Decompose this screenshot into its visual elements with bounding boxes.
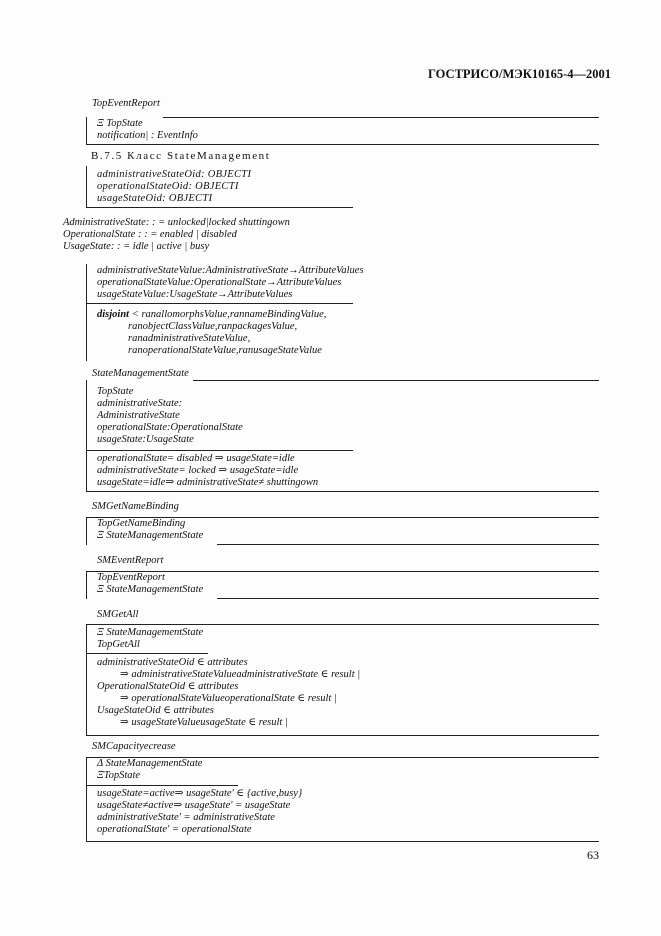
schema-divider bbox=[86, 653, 208, 654]
schema-declaration: operationalState:OperationalState bbox=[97, 422, 243, 433]
schema-bottom-line bbox=[217, 598, 599, 599]
schema-left-border bbox=[86, 757, 87, 842]
schema-title-sm-get-name-binding: SMGetNameBinding bbox=[92, 501, 179, 512]
schema-title-sm-get-all: SMGetAll bbox=[97, 609, 139, 620]
schema-line: Ξ StateManagementState bbox=[97, 584, 204, 595]
schema-left-border bbox=[86, 380, 87, 492]
page-number: 63 bbox=[587, 848, 599, 862]
free-type-definition: AdministrativeState: : = unlocked|locked shuttingown bbox=[63, 217, 290, 228]
section-heading: B.7.5 Класс StateManagement bbox=[91, 150, 271, 162]
schema-predicate: ⇒ administrativeStateValueadministrativeState ∈ result | bbox=[120, 669, 361, 680]
disjoint-keyword: disjoint bbox=[97, 309, 130, 320]
schema-predicate: usageState=active⇒ usageState' ∈ {active,busy} bbox=[97, 788, 303, 799]
schema-bottom-line bbox=[86, 144, 599, 145]
schema-predicate: usageState=idle⇒ administrativeState≠ shuttingown bbox=[97, 477, 319, 488]
schema-declaration: TopGetAll bbox=[97, 639, 140, 650]
schema-predicate: UsageStateOid ∈ attributes bbox=[97, 705, 214, 716]
axdef-declaration: usageStateValue:UsageState→AttributeValues bbox=[97, 289, 293, 300]
schema-divider bbox=[86, 785, 238, 786]
schema-declaration: ΞTopState bbox=[97, 770, 141, 781]
free-type-definition: UsageState: : = idle | active | busy bbox=[63, 241, 210, 252]
schema-title-top-event-report: TopEventReport bbox=[92, 98, 160, 109]
schema-bottom-line bbox=[86, 735, 599, 736]
schema-bottom-line bbox=[86, 491, 599, 492]
free-type-definition: OperationalState : : = enabled | disabled bbox=[63, 229, 237, 240]
schema-line: notification| : EventInfo bbox=[97, 130, 198, 141]
schema-title-sm-capacity: SMCapacityecrease bbox=[92, 741, 176, 752]
schema-line: TopEventReport bbox=[97, 572, 165, 583]
schema-bottom-line bbox=[86, 207, 353, 208]
schema-declaration: Δ StateManagementState bbox=[97, 758, 203, 769]
schema-divider bbox=[86, 303, 353, 304]
schema-bottom-line bbox=[86, 841, 599, 842]
schema-title-state-management-state: StateManagementState bbox=[92, 368, 189, 379]
class-attr: usageStateOid: OBJECTI bbox=[97, 193, 213, 204]
schema-left-border bbox=[86, 571, 87, 599]
schema-line: Ξ TopState bbox=[97, 118, 143, 129]
schema-left-border bbox=[86, 166, 87, 208]
schema-predicate: ⇒ usageStateValueusageState ∈ result | bbox=[120, 717, 288, 728]
schema-declaration: usageState:UsageState bbox=[97, 434, 194, 445]
schema-predicate: operationalState= disabled ⇒ usageState=idle bbox=[97, 453, 295, 464]
schema-top-line bbox=[163, 117, 599, 118]
schema-divider bbox=[86, 450, 353, 451]
schema-declaration: TopState bbox=[97, 386, 134, 397]
schema-left-border bbox=[86, 264, 87, 361]
schema-declaration: administrativeState: bbox=[97, 398, 183, 409]
axdef-predicate: < ranallomorphsValue,rannameBindingValue, bbox=[131, 309, 327, 320]
axdef-predicate: ranobjectClassValue,ranpackagesValue, bbox=[128, 321, 298, 332]
schema-left-border bbox=[86, 624, 87, 736]
class-attr: operationalStateOid: OBJECTI bbox=[97, 181, 239, 192]
schema-predicate: operationalState' = operationalState bbox=[97, 824, 252, 835]
schema-predicate: administrativeState' = administrativeState bbox=[97, 812, 275, 823]
schema-predicate: OperationalStateOid ∈ attributes bbox=[97, 681, 239, 692]
schema-predicate: ⇒ operationalStateValueoperationalState ∈ result | bbox=[120, 693, 337, 704]
schema-left-border bbox=[86, 517, 87, 545]
schema-declaration: Ξ StateManagementState bbox=[97, 627, 204, 638]
axdef-predicate: ranadministrativeStateValue, bbox=[128, 333, 251, 344]
schema-bottom-line bbox=[217, 544, 599, 545]
schema-line: Ξ StateManagementState bbox=[97, 530, 204, 541]
schema-line: TopGetNameBinding bbox=[97, 518, 186, 529]
axdef-declaration: operationalStateValue:OperationalState→AttributeValues bbox=[97, 277, 342, 288]
schema-title-sm-event-report: SMEventReport bbox=[97, 555, 164, 566]
schema-top-line bbox=[86, 624, 599, 625]
schema-predicate: administrativeState= locked ⇒ usageState=idle bbox=[97, 465, 299, 476]
schema-declaration: AdministrativeState bbox=[97, 410, 180, 421]
schema-predicate: usageState≠active⇒ usageState' = usageState bbox=[97, 800, 291, 811]
schema-left-border bbox=[86, 117, 87, 145]
axdef-declaration: administrativeStateValue:AdministrativeState→AttributeValues bbox=[97, 265, 364, 276]
schema-top-line bbox=[193, 380, 599, 381]
class-attr: administrativeStateOid: OBJECTI bbox=[97, 169, 252, 180]
axdef-predicate: ranoperationalStateValue,ranusageStateValue bbox=[128, 345, 322, 356]
schema-predicate: administrativeStateOid ∈ attributes bbox=[97, 657, 248, 668]
document-header: ГОСТРИСО/МЭК10165-4—2001 bbox=[428, 67, 611, 81]
